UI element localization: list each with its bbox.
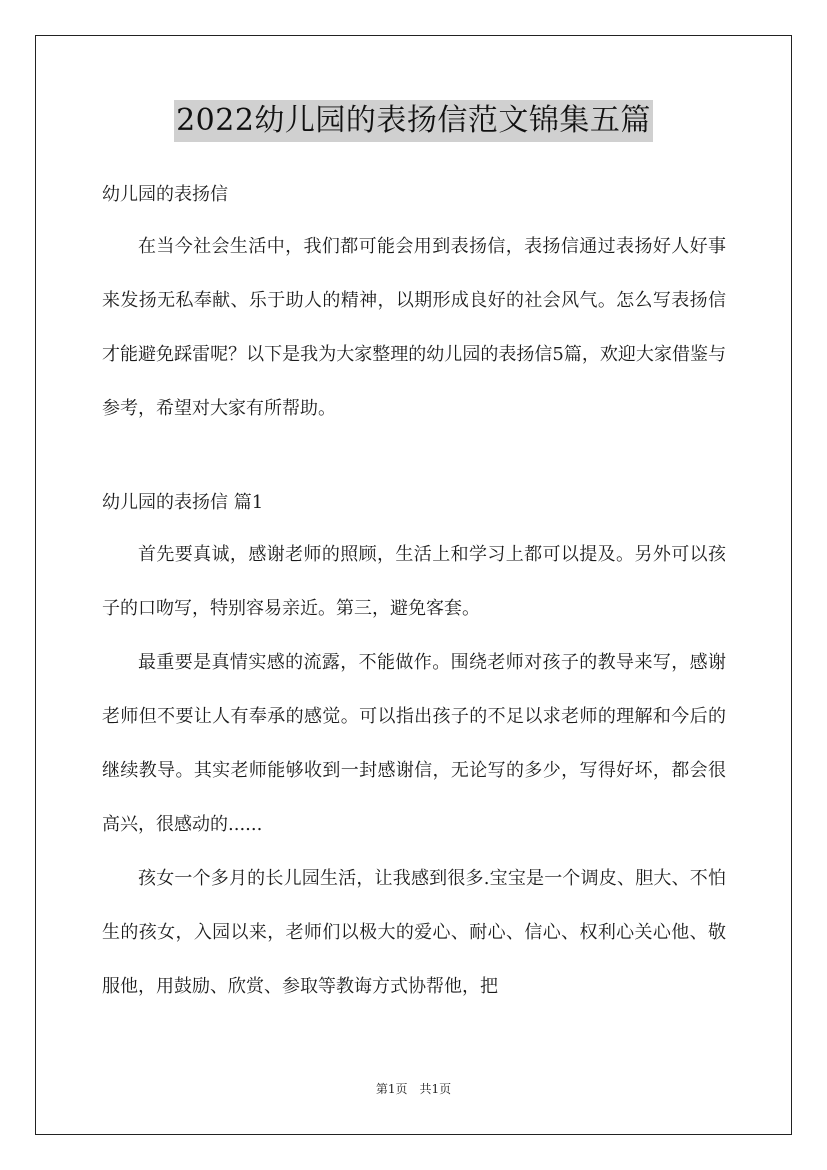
intro-heading: 幼儿园的表扬信	[102, 184, 228, 205]
section-spacer	[102, 436, 726, 478]
page-footer: 第1页 共1页	[375, 1082, 452, 1096]
section1-paragraph-2: 最重要是真情实感的流露，不能做作。围绕老师对孩子的教导来写，感谢老师但不要让人有奉承的感觉。可以指出孩子的不足以求老师的理解和今后的继续教导。其实老师能够收到一封感谢信，无论写的多少，写得好坏，都会很高兴，很感动的......	[102, 652, 726, 835]
section1-paragraph-1: 首先要真诚，感谢老师的照顾，生活上和学习上都可以提及。另外可以孩子的口吻写，特别容易亲近。第三，避免客套。	[102, 544, 726, 619]
section1-paragraph-3: 孩女一个多月的长儿园生活，让我感到很多.宝宝是一个调皮、胆大、不怕生的孩女，入园以来，老师们以极大的爱心、耐心、信心、权利心关心他、敬服他，用鼓励、欣赏、参取等教诲方式协帮他，把	[102, 868, 726, 997]
document-body	[102, 170, 726, 1014]
document-title: 2022幼儿园的表扬信范文锦集五篇	[174, 100, 653, 142]
section1-heading: 幼儿园的表扬信 篇1	[102, 492, 264, 513]
title-container	[0, 100, 827, 142]
intro-paragraph: 在当今社会生活中，我们都可能会用到表扬信，表扬信通过表扬好人好事来发扬无私奉献、乐于助人的精神，以期形成良好的社会风气。怎么写表扬信才能避免踩雷呢？以下是我为大家整理的幼儿园的表扬信5篇，欢迎大家借鉴与参考，希望对大家有所帮助。	[102, 236, 726, 419]
